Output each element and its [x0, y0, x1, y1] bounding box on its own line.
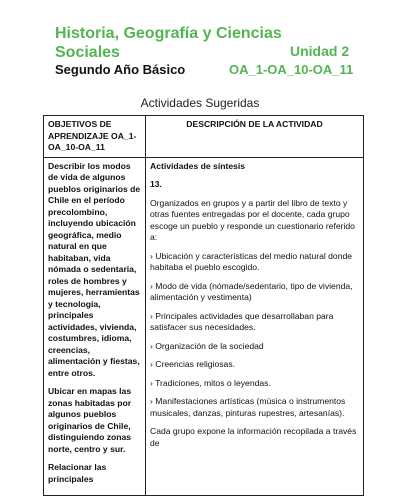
objectives-cell	[44, 157, 146, 496]
objectives-column-header: OBJETIVOS DE APRENDIZAJE OA_1-OA_10-OA_11	[44, 116, 146, 158]
table-row	[44, 157, 364, 496]
activity-bullet: › Creencias religiosas.	[150, 359, 236, 369]
activity-cell	[146, 157, 364, 496]
objective-item: Ubicar en mapas las zonas habitadas por algunos pueblos originarios de Chile, distinguiendo zonas norte, centro y sur.	[48, 386, 132, 454]
objective-item: Describir los modos de vida de algunos pueblos originarios de Chile en el período precolombino, incluyendo ubicación geográfica, medio natural en que habitaban, vida nómada o sedentaria, roles de hombres y mujeres, herramientas y tecnología, principales actividades, vivienda, costumbres, idioma, creencias, alimentación y fiestas, entre otros.	[48, 160, 141, 378]
table-header-row	[44, 116, 364, 158]
activity-bullet: › Manifestaciones artísticas (música o instrumentos musicales, danzas, pinturas rupestres, artesanías).	[150, 396, 346, 418]
activity-bullet: › Tradiciones, mitos o leyendas.	[150, 377, 271, 388]
activity-bullet: › Ubicación y características del medio natural donde habitaba el pueblo escogido.	[150, 250, 353, 272]
objective-codes: OA_1-OA_10-OA_11	[229, 62, 354, 77]
activity-column-header: DESCRIPCIÓN DE LA ACTIVIDAD	[146, 116, 364, 158]
activities-table	[43, 115, 364, 496]
activity-bullet: › Modo de vida (nómade/sedentario, tipo de vivienda, alimentación y vestimenta)	[150, 280, 353, 302]
activity-bullet: › Principales actividades que desarrollaban para satisfacer sus necesidades.	[150, 310, 334, 332]
activity-bullet: › Organización de la sociedad	[150, 340, 264, 351]
grade-label: Segundo Año Básico	[55, 62, 186, 77]
unit-label: Unidad 2	[290, 43, 350, 59]
objective-item: Relacionar las principales	[48, 462, 107, 484]
section-subtitle: Actividades Sugeridas	[140, 96, 260, 110]
document-title: Historia, Geografía y Ciencias Sociales	[55, 25, 282, 61]
activity-paragraph: Cada grupo expone la información recopilada a través de	[150, 426, 357, 448]
activity-paragraph: Organizados en grupos y a partir del libro de texto y otras fuentes entregadas por el docente, cada grupo escoge un pueblo y responde un cuestionario referido a:	[150, 197, 355, 242]
activity-section-title: Actividades de síntesis	[150, 160, 246, 171]
activity-number: 13.	[150, 179, 162, 189]
